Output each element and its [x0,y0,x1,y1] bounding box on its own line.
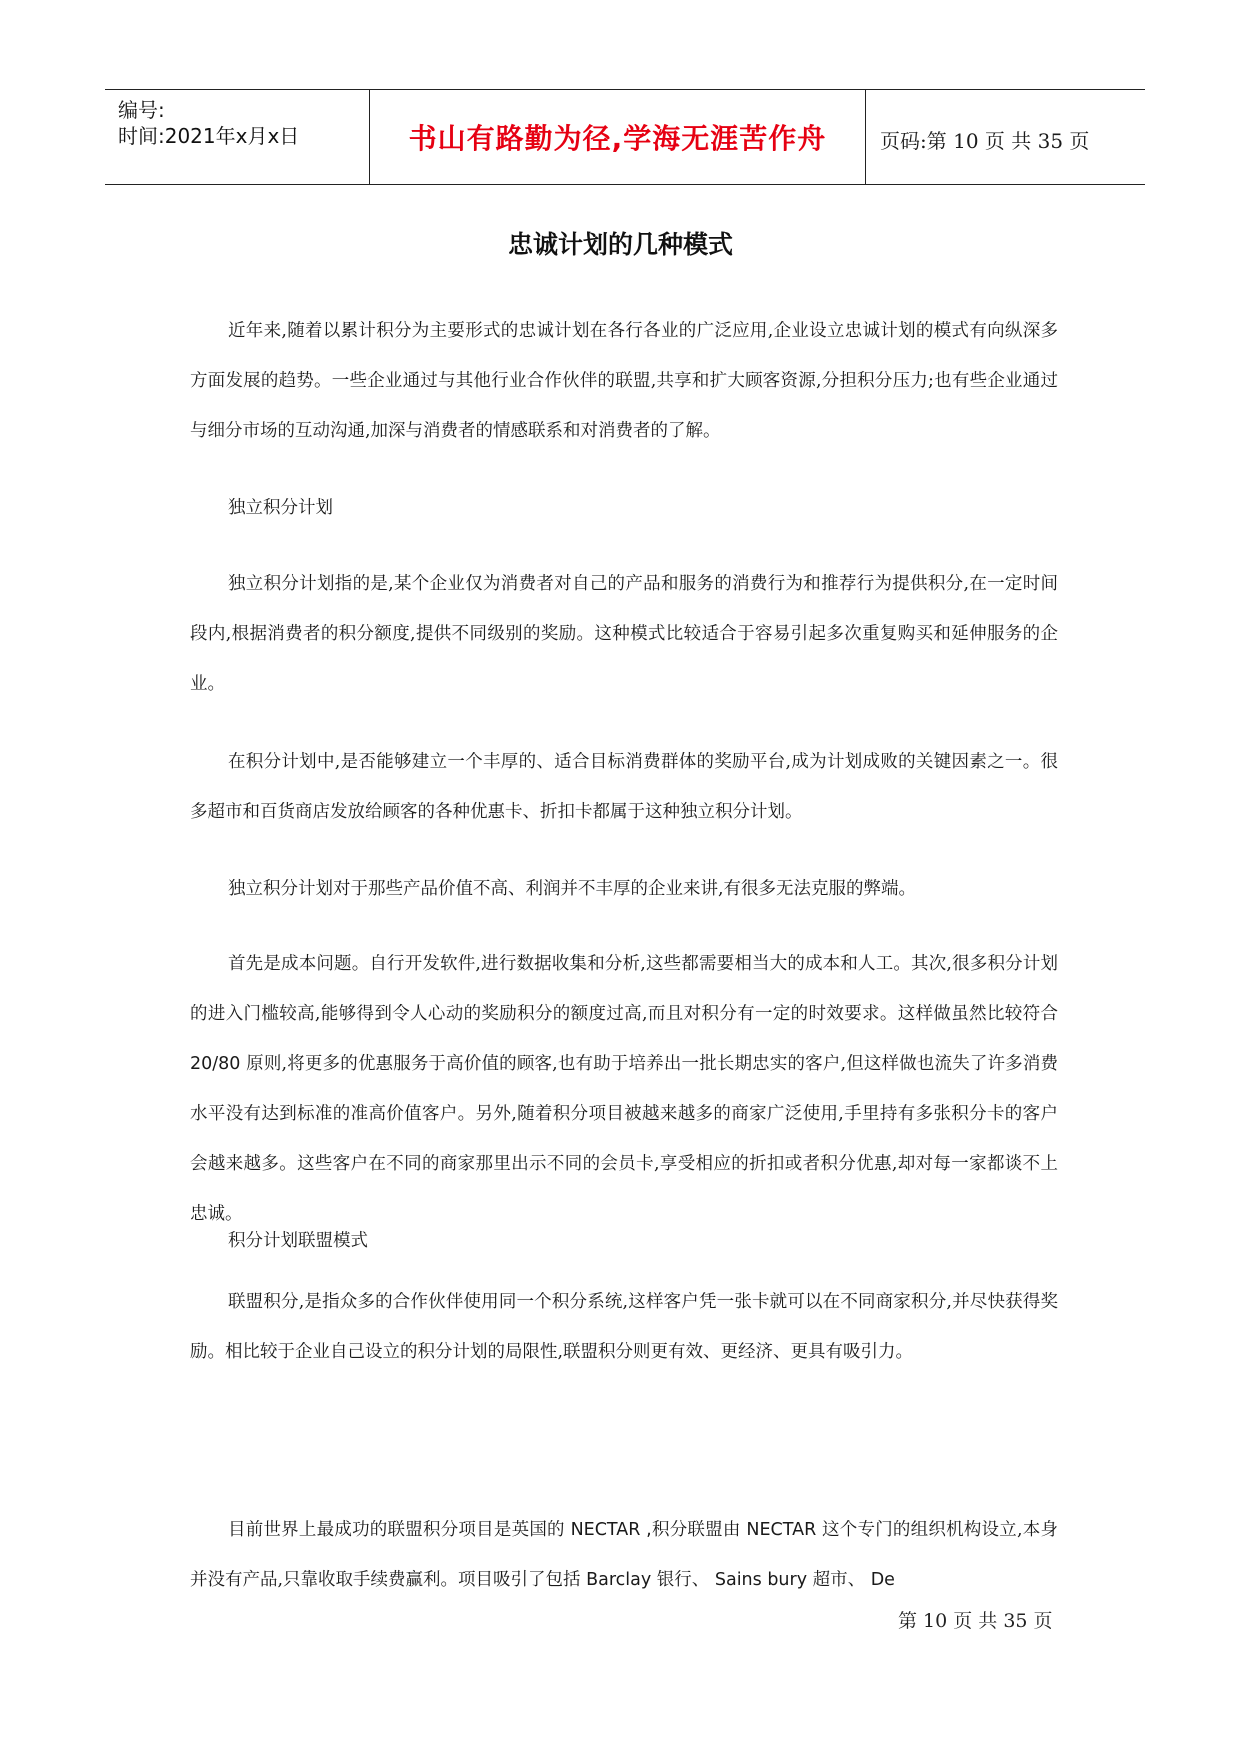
text-run: 超市、 [812,1570,866,1590]
text-run: 银行、 [656,1570,710,1590]
time-label: 时间:2021年x月x日 [118,124,300,148]
paragraph-alliance-definition: 联盟积分,是指众多的合作伙伴使用同一个积分系统,这样客户凭一张卡就可以在不同商家积分,并尽快获得奖励。相比较于企业自己设立的积分计划的局限性,联盟积分则更有效、更经济、更具有吸引力。 [190,1292,1058,1362]
ratio-text: 20/80 [190,1054,247,1074]
header-meta-cell [105,90,368,184]
number-label: 编号: [118,98,165,122]
nectar-text: NECTAR , [564,1520,652,1540]
header-page-cell [866,90,1145,184]
text-run: 目前世界上最成功的联盟积分项目是英国的 [228,1520,565,1540]
section-heading-alliance: 积分计划联盟模式 [228,1231,368,1251]
text-run: 首先是成本问题。自行开发软件,进行数据收集和分析,这些都需要相当大的成本和人工。其次,很多积分计划的进入门槛较高,能够得到令人心动的奖励积分的额度过高,而且对积分有一定的时效要求。这样做虽然比较符合 [190,954,1058,1024]
section-heading-independent: 独立积分计划 [228,498,333,518]
sainsbury-text: Sains bury [709,1570,813,1590]
header-page-info: 页码:第 10 页 共 35 页 [880,129,1090,153]
page-footer: 第 10 页 共 35 页 [898,1610,1053,1632]
paragraph-nectar [190,1505,1058,1605]
de-text: De [865,1570,895,1590]
barclay-text: Barclay [580,1570,657,1590]
document-header [105,89,1145,185]
text-run: 原则,将更多的优惠服务于高价值的顾客,也有助于培养出一批长期忠实的客户,但这样做也流失了许多消费水平没有达到标准的准高价值客户。另外,随着积分项目被越来越多的商家广泛使用,手里持有多张积分卡的客户会越来越多。这些客户在不同的商家那里出示不同的会员卡,享受相应的折扣或者积分优惠,却对每一家都谈不上忠诚。 [190,1054,1059,1224]
text-run: 这个专门的组织机构设立,本身并没有产品,只靠收取手续费赢利。项目吸引了包括 [190,1520,1058,1590]
paragraph-cost-issues [190,939,1058,1239]
paragraph-independent-definition: 独立积分计划指的是,某个企业仅为消费者对自己的产品和服务的消费行为和推荐行为提供积分,在一定时间段内,根据消费者的积分额度,提供不同级别的奖励。这种模式比较适合于容易引起多次重复购买和延伸服务的企业。 [190,574,1058,694]
nectar-text: NECTAR [740,1520,823,1540]
paragraph-drawbacks: 独立积分计划对于那些产品价值不高、利润并不丰厚的企业来讲,有很多无法克服的弊端。 [228,879,917,899]
paragraph-reward-platform: 在积分计划中,是否能够建立一个丰厚的、适合目标消费群体的奖励平台,成为计划成败的关键因素之一。很多超市和百货商店发放给顾客的各种优惠卡、折扣卡都属于这种独立积分计划。 [190,752,1058,822]
text-run: 积分联盟由 [651,1520,741,1540]
paragraph-intro: 近年来,随着以累计积分为主要形式的忠诚计划在各行各业的广泛应用,企业设立忠诚计划的模式有向纵深多方面发展的趋势。一些企业通过与其他行业合作伙伴的联盟,共享和扩大顾客资源,分担积分压力;也有些企业通过与细分市场的互动沟通,加深与消费者的情感联系和对消费者的了解。 [190,321,1058,441]
document-title: 忠诚计划的几种模式 [507,230,733,259]
motto-text: 书山有路勤为径,学海无涯苦作舟 [408,122,827,155]
header-motto-cell [369,90,866,184]
